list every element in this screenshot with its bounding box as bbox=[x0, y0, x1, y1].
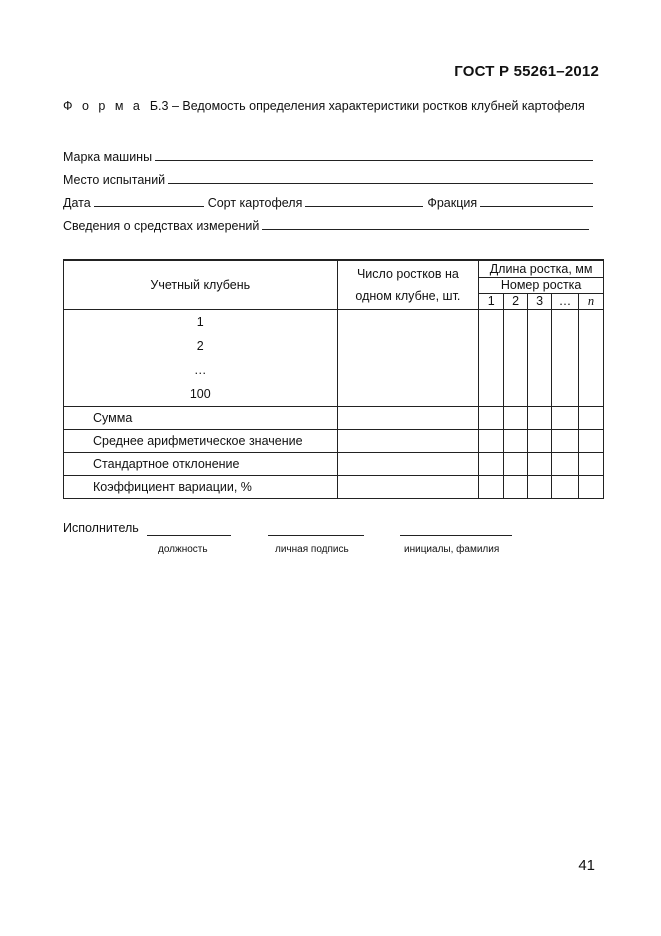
summary-row-sum bbox=[64, 406, 604, 429]
variety-label: Сорт картофеля bbox=[207, 196, 303, 210]
name-line[interactable] bbox=[400, 534, 512, 536]
signature-label: Исполнитель bbox=[63, 521, 139, 535]
page-number: 41 bbox=[578, 857, 595, 874]
machine-label: Марка машины bbox=[63, 150, 153, 164]
length-cell[interactable] bbox=[479, 309, 504, 406]
fraction-input-line[interactable] bbox=[480, 205, 593, 207]
sprout-table bbox=[63, 259, 604, 499]
length-cell[interactable] bbox=[504, 429, 528, 452]
count-cell[interactable] bbox=[337, 309, 479, 406]
header-tuber: Учетный клубень bbox=[64, 260, 338, 309]
length-cell[interactable] bbox=[479, 452, 504, 475]
tuber-rows bbox=[64, 309, 604, 406]
name-caption: инициалы, фамилия bbox=[404, 544, 500, 555]
count-cell[interactable] bbox=[337, 406, 479, 429]
document-header: ГОСТ Р 55261–2012 bbox=[454, 63, 599, 80]
length-cell[interactable] bbox=[528, 452, 552, 475]
signature-block bbox=[63, 521, 523, 561]
length-cell[interactable] bbox=[528, 309, 552, 406]
date-label: Дата bbox=[63, 196, 91, 210]
position-caption: должность bbox=[158, 544, 208, 555]
summary-label: Коэффициент вариации, % bbox=[64, 475, 338, 498]
summary-row-cv bbox=[64, 475, 604, 498]
length-cell[interactable] bbox=[504, 406, 528, 429]
header-sprout-count: Число ростков на одном клубне, шт. bbox=[337, 260, 479, 309]
tuber-row-100: 100 bbox=[189, 386, 211, 401]
personal-signature-line[interactable] bbox=[268, 534, 364, 536]
header-sprout-number: Номер ростка bbox=[479, 277, 604, 293]
instruments-label: Сведения о средствах измерений bbox=[63, 219, 260, 233]
length-cell[interactable] bbox=[552, 429, 579, 452]
summary-row-stddev bbox=[64, 452, 604, 475]
header-sprout-length: Длина ростка, мм bbox=[479, 260, 604, 277]
count-cell[interactable] bbox=[337, 429, 479, 452]
length-cell[interactable] bbox=[552, 452, 579, 475]
tuber-row-ellipsis: … bbox=[194, 362, 207, 377]
tuber-row-1: 1 bbox=[196, 314, 204, 329]
count-cell[interactable] bbox=[337, 475, 479, 498]
form-title-text: – Ведомость определения характеристики ростков клубней картофеля bbox=[171, 99, 585, 113]
header-sprout-n: n bbox=[579, 293, 604, 309]
position-line[interactable] bbox=[147, 534, 231, 536]
date-input-line[interactable] bbox=[94, 205, 204, 207]
tuber-list-cell bbox=[64, 309, 338, 406]
header-sprout-ellipsis: … bbox=[552, 293, 579, 309]
length-cell[interactable] bbox=[479, 475, 504, 498]
length-cell[interactable] bbox=[579, 406, 604, 429]
length-cell[interactable] bbox=[504, 452, 528, 475]
signature-caption: личная подпись bbox=[275, 544, 349, 555]
length-cell[interactable] bbox=[552, 406, 579, 429]
test-place-label: Место испытаний bbox=[63, 173, 166, 187]
tuber-row-2: 2 bbox=[196, 338, 204, 353]
machine-input-line[interactable] bbox=[155, 159, 593, 161]
length-cell[interactable] bbox=[579, 309, 604, 406]
length-cell[interactable] bbox=[479, 406, 504, 429]
length-cell[interactable] bbox=[528, 475, 552, 498]
instruments-field bbox=[63, 215, 589, 233]
form-title-number: Б.3 bbox=[149, 99, 169, 113]
count-cell[interactable] bbox=[337, 452, 479, 475]
form-title-prefix: Ф о р м а bbox=[63, 99, 143, 113]
test-place-input-line[interactable] bbox=[168, 182, 593, 184]
length-cell[interactable] bbox=[579, 475, 604, 498]
machine-field bbox=[63, 146, 593, 164]
length-cell[interactable] bbox=[579, 429, 604, 452]
header-sprout-3: 3 bbox=[528, 293, 552, 309]
variety-input-line[interactable] bbox=[305, 205, 423, 207]
summary-row-mean bbox=[64, 429, 604, 452]
length-cell[interactable] bbox=[528, 429, 552, 452]
length-cell[interactable] bbox=[479, 429, 504, 452]
summary-label: Стандартное отклонение bbox=[64, 452, 338, 475]
fraction-label: Фракция bbox=[427, 196, 478, 210]
form-title bbox=[63, 99, 585, 113]
header-sprout-2: 2 bbox=[504, 293, 528, 309]
length-cell[interactable] bbox=[504, 309, 528, 406]
summary-label: Сумма bbox=[64, 406, 338, 429]
length-cell[interactable] bbox=[552, 475, 579, 498]
length-cell[interactable] bbox=[528, 406, 552, 429]
summary-label: Среднее арифметическое значение bbox=[64, 429, 338, 452]
length-cell[interactable] bbox=[552, 309, 579, 406]
date-variety-fraction-field bbox=[63, 192, 593, 210]
test-place-field bbox=[63, 169, 593, 187]
length-cell[interactable] bbox=[504, 475, 528, 498]
instruments-input-line[interactable] bbox=[262, 228, 589, 230]
length-cell[interactable] bbox=[579, 452, 604, 475]
header-sprout-1: 1 bbox=[479, 293, 504, 309]
